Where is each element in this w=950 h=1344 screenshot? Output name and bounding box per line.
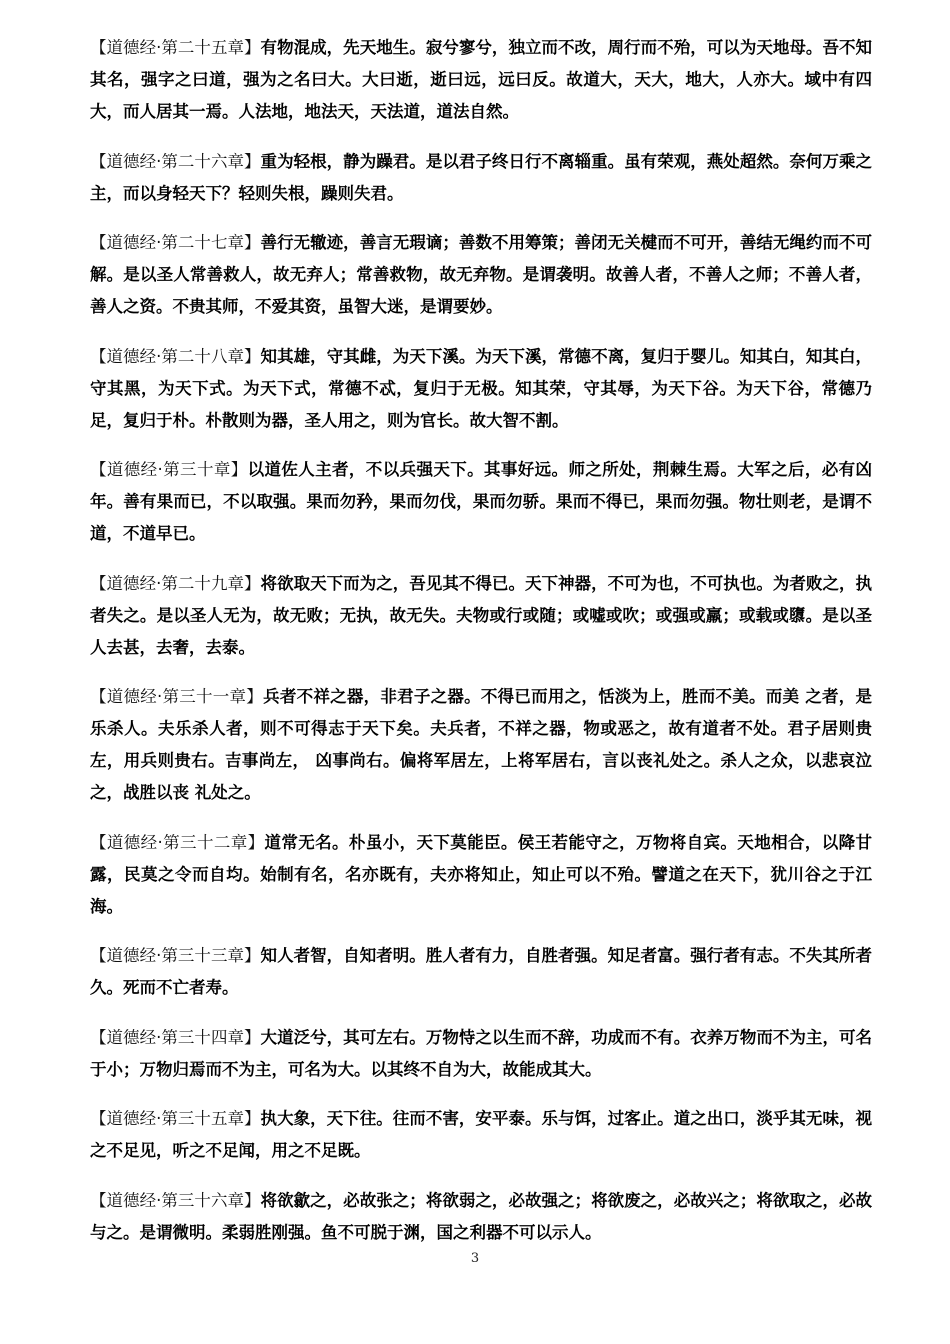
document-body [90, 32, 872, 1266]
chapter-label: 【道德经·第三十一章】 [90, 687, 264, 706]
chapter-text: 重为轻根，静为躁君。是以君子终日行不离辎重。虽有荣观，燕处超然。奈何万乘之主，而以身轻天下？轻则失根，躁则失君。 [90, 151, 873, 203]
chapter-29 [90, 568, 872, 664]
chapter-text: 以道佐人主者，不以兵强天下。其事好远。师之所处，荆棘生焉。大军之后，必有凶年。善有果而已，不以取强。果而勿矜，果而勿伐，果而勿骄。果而不得已，果而勿强。物壮则老，是谓不道，不道早已。 [90, 460, 873, 543]
chapter-label: 【道德经·第二十七章】 [90, 233, 261, 252]
page-number: 3 [470, 1251, 480, 1266]
chapter-label: 【道德经·第二十六章】 [90, 151, 261, 171]
chapter-label: 【道德经·第二十九章】 [90, 573, 261, 593]
chapter-28 [90, 341, 872, 437]
chapter-text: 将欲取天下而为之，吾见其不得已。天下神器，不可为也，不可执也。为者败之，执者失之。是以圣人无为，故无败；无执，故无失。夫物或行或随；或嘘或吹；或强或羸；或载或隳。是以圣人去甚，去奢，去泰。 [90, 573, 873, 657]
chapter-33 [90, 940, 872, 1004]
chapter-text: 将欲歙之，必故张之；将欲弱之，必故强之；将欲废之，必故兴之；将欲取之，必故与之。是谓微明。柔弱胜刚强。鱼不可脱于渊，国之利器不可以示人。 [90, 1190, 873, 1242]
chapter-label: 【道德经·第三十六章】 [90, 1190, 261, 1210]
chapter-text: 知人者智，自知者明。胜人者有力，自胜者强。知足者富。强行者有志。不失其所者久。死而不亡者寿。 [90, 946, 873, 997]
chapter-text: 执大象，天下往。往而不害，安平泰。乐与饵，过客止。道之出口，淡乎其无味，视之不足见，听之不足闻，用之不足既。 [90, 1109, 873, 1160]
chapter-26 [90, 146, 872, 210]
chapter-30 [90, 454, 872, 550]
chapter-27 [90, 227, 872, 323]
chapter-35 [90, 1103, 872, 1167]
chapter-label: 【道德经·第三十三章】 [90, 946, 261, 965]
chapter-31 [90, 681, 872, 809]
chapter-label: 【道德经·第三十四章】 [90, 1027, 261, 1047]
chapter-label: 【道德经·第二十五章】 [90, 38, 261, 57]
chapter-32 [90, 827, 872, 923]
chapter-text: 有物混成，先天地生。寂兮寥兮，独立而不改，周行而不殆，可以为天地母。吾不知其名，强字之曰道，强为之名曰大。大曰逝，逝曰远，远曰反。故道大，天大，地大，人亦大。域中有四大，而人居其一焉。人法地，地法天，天法道，道法自然。 [90, 38, 873, 121]
chapter-text: 道常无名。朴虽小，天下莫能臣。侯王若能守之，万物将自宾。天地相合，以降甘露，民莫之令而自均。始制有名，名亦既有，夫亦将知止，知止可以不殆。譬道之在天下，犹川谷之于江海。 [90, 832, 873, 916]
chapter-text: 善行无辙迹，善言无瑕谪；善数不用筹策；善闭无关楗而不可开，善结无绳约而不可解。是以圣人常善救人，故无弃人；常善救物，故无弃物。是谓袭明。故善人者，不善人之师；不善人者，善人之资。不贵其师，不爱其资，虽智大迷，是谓要妙。 [90, 233, 873, 316]
chapter-36 [90, 1185, 872, 1249]
chapter-25 [90, 32, 872, 128]
chapter-label: 【道德经·第三十二章】 [90, 832, 265, 852]
chapter-label: 【道德经·第三十章】 [90, 460, 248, 479]
chapter-text: 大道泛兮，其可左右。万物恃之以生而不辞，功成而不有。衣养万物而不为主，可名于小；万物归焉而不为主，可名为大。以其终不自为大，故能成其大。 [90, 1027, 873, 1079]
chapter-34 [90, 1022, 872, 1086]
chapter-text: 兵者不祥之器，非君子之器。不得已而用之，恬淡为上，胜而不美。而美 之者，是乐杀人。夫乐杀人者，则不可得志于天下矣。夫兵者，不祥之器，物或恶之，故有道者不处。君子居则贵左，用兵则贵右。吉事尚左， 凶事尚右。偏将军居左，上将军居右，言以丧礼处之。杀人之众，以悲哀泣之，战胜以丧 礼处之。 [90, 687, 872, 802]
chapter-label: 【道德经·第三十五章】 [90, 1109, 261, 1128]
chapter-label: 【道德经·第二十八章】 [90, 346, 261, 366]
chapter-text: 知其雄，守其雌，为天下溪。为天下溪，常德不离，复归于婴儿。知其白，知其白，守其黑，为天下式。为天下式，常德不忒，复归于无极。知其荣，守其辱，为天下谷。为天下谷，常德乃足，复归于朴。朴散则为器，圣人用之，则为官长。故大智不割。 [90, 346, 873, 430]
